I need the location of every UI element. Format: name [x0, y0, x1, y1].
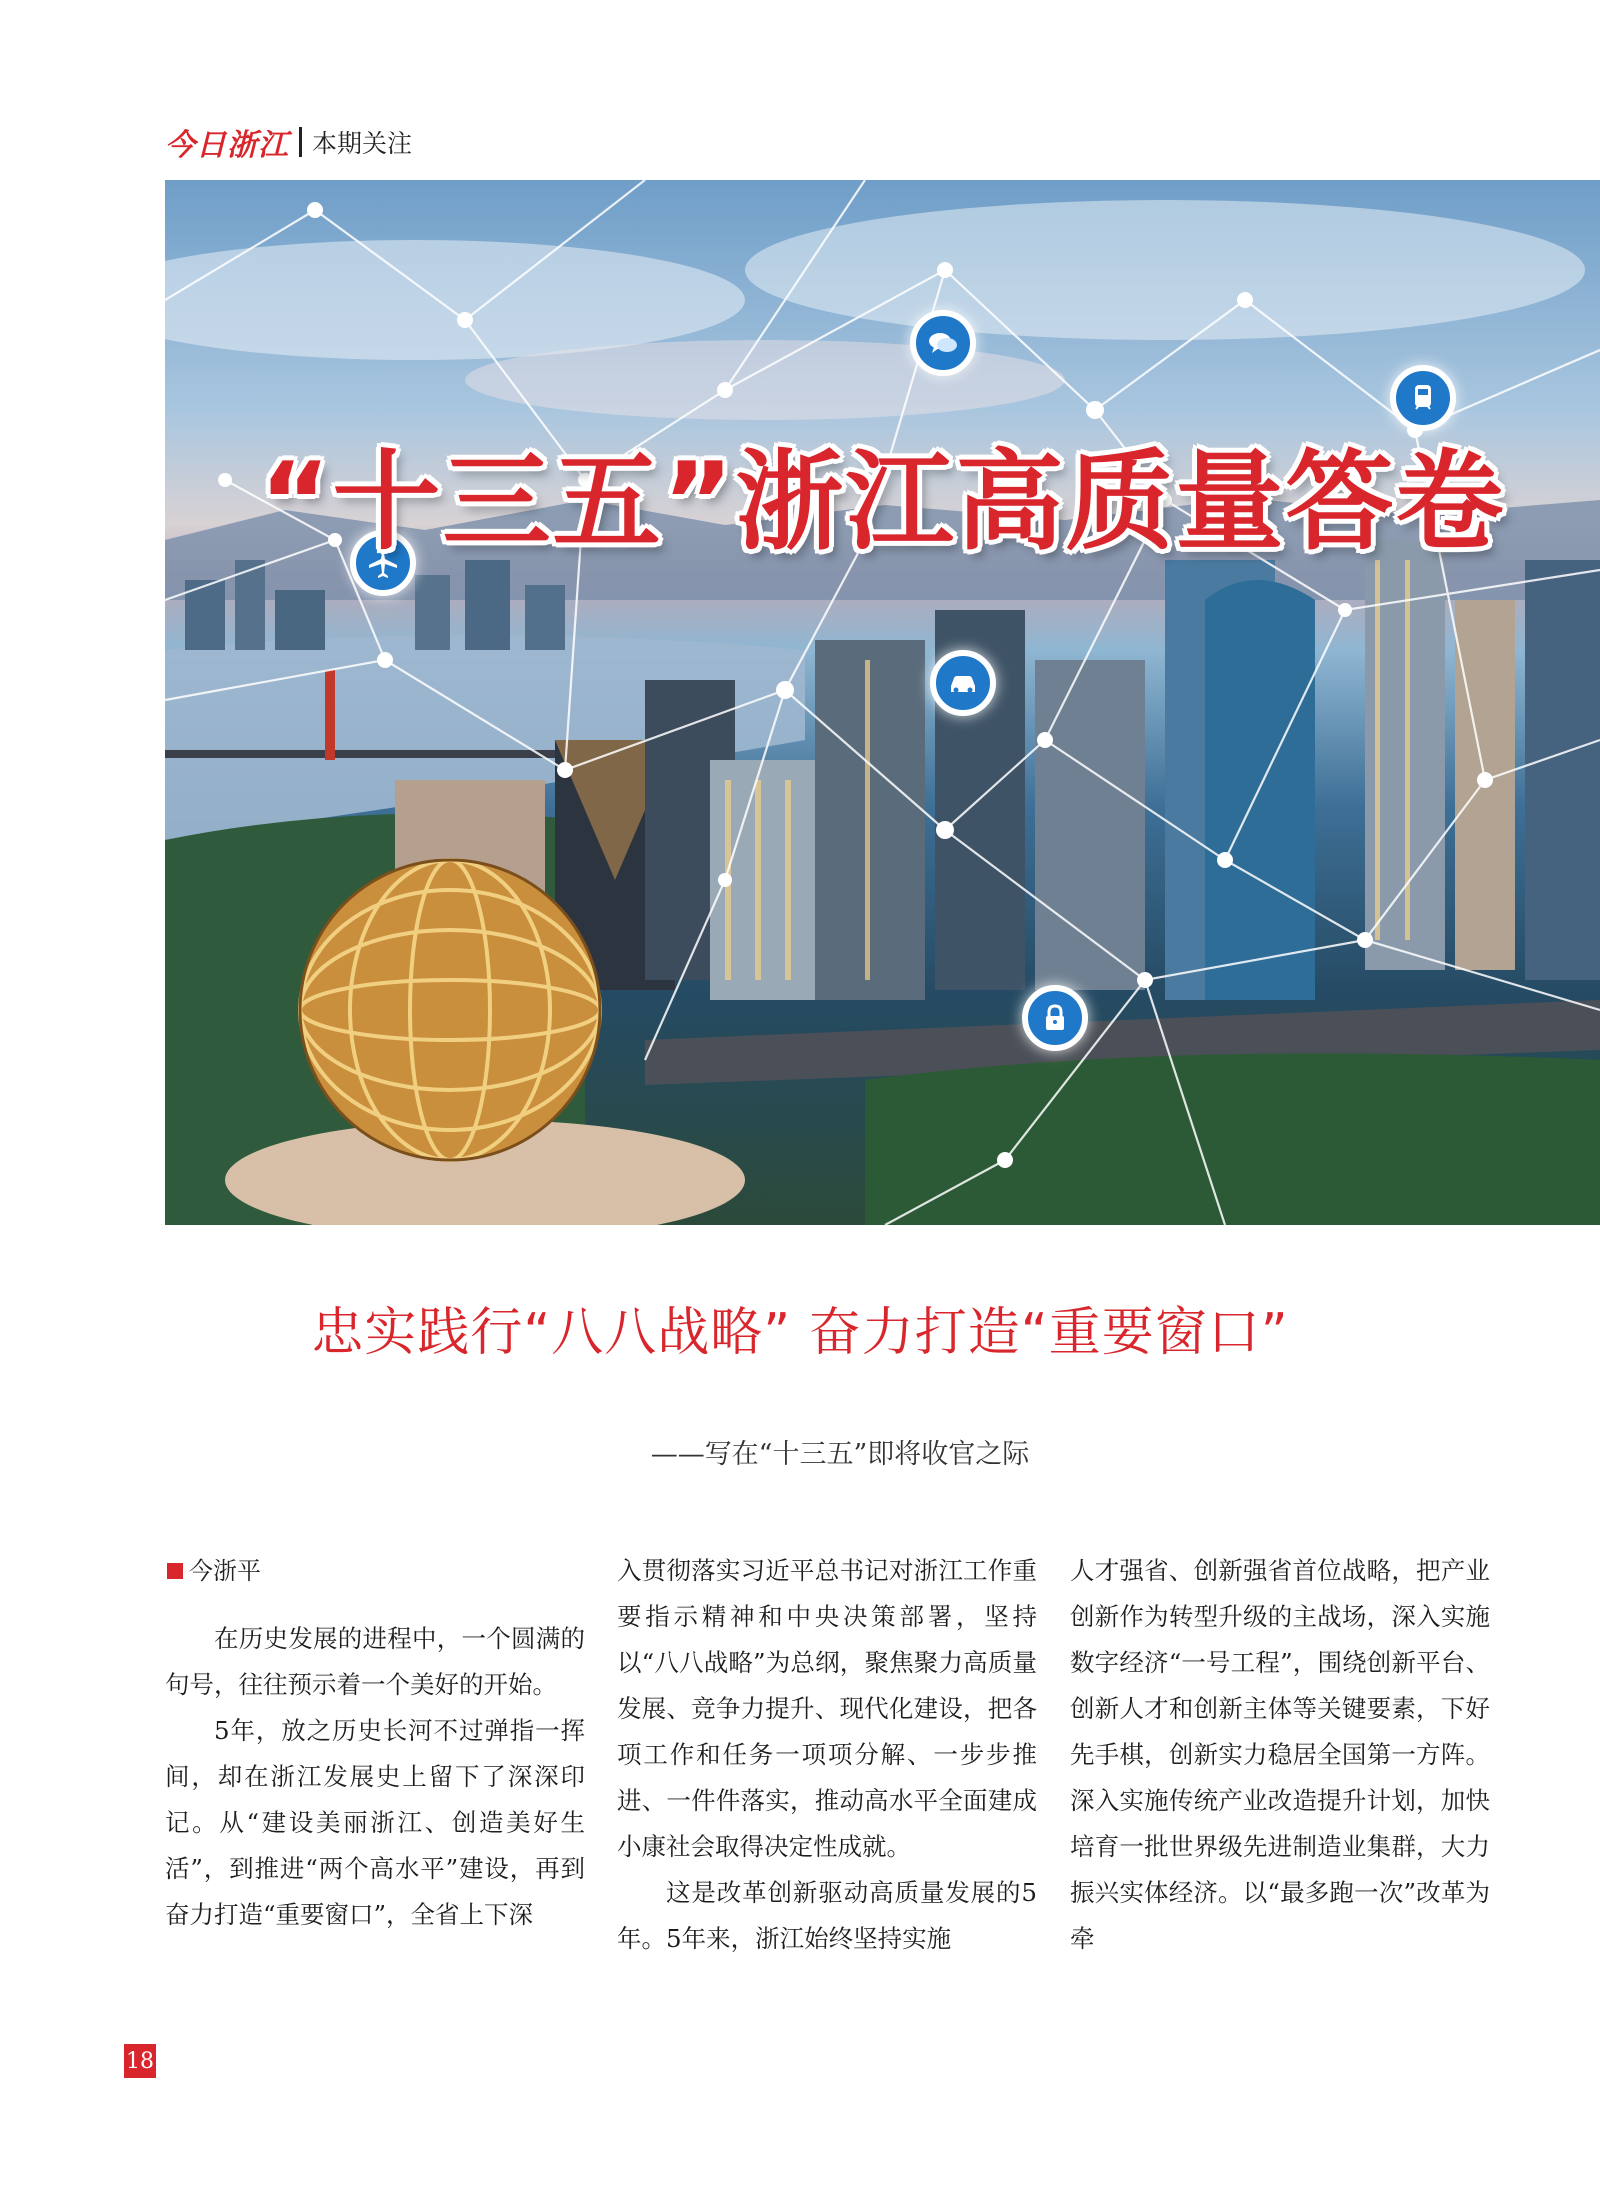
page-number: 18	[124, 2044, 156, 2078]
lock-icon	[1022, 985, 1088, 1051]
article-headline: 忠实践行“八八战略” 奋力打造“重要窗口”	[311, 1303, 1289, 1363]
paragraph: 这是改革创新驱动高质量发展的5年。5年来，浙江始终坚持实施	[617, 1878, 1037, 1953]
section-label: 本期关注	[312, 129, 413, 158]
masthead	[165, 122, 412, 162]
masthead-divider	[299, 127, 302, 157]
paragraph: 入贯彻落实习近平总书记对浙江工作重要指示精神和中央决策部署，坚持以“八八战略”为总纲，聚焦聚力高质量发展、竞争力提升、现代化建设，把各项工作和任务一项项分解、一步步推进、一件件落实，推动高水平全面建成小康社会取得决定性成就。	[617, 1556, 1037, 1861]
article-column-1	[165, 1548, 585, 1938]
paragraph: 人才强省、创新强省首位战略，把产业创新作为转型升级的主战场，深入实施数字经济“一号工程”，围绕创新平台、创新人才和创新主体等关键要素，下好先手棋，创新实力稳居全国第一方阵。深入实施传统产业改造提升计划，加快培育一批世界级先进制造业集群，大力振兴实体经济。以“最多跑一次”改革为牵	[1070, 1556, 1490, 1953]
city-skyline-illustration	[165, 180, 1600, 1225]
article-column-2	[617, 1548, 1037, 1962]
hero-image	[165, 180, 1600, 1225]
author-name: 今浙平	[189, 1557, 261, 1585]
paragraph: 5年，放之历史长河不过弹指一挥间，却在浙江发展史上留下了深深印记。从“建设美丽浙江、创造美好生活”，到推进“两个高水平”建设，再到奋力打造“重要窗口”，全省上下深	[165, 1716, 585, 1929]
author-byline	[165, 1548, 585, 1594]
hero-title: “十三五”浙江高质量答卷	[259, 440, 1506, 565]
car-icon	[930, 650, 996, 716]
paragraph: 在历史发展的进程中，一个圆满的句号，往往预示着一个美好的开始。	[165, 1624, 585, 1699]
chat-icon	[910, 310, 976, 376]
article-column-3	[1070, 1548, 1490, 1962]
red-square-marker	[167, 1563, 183, 1579]
article-subhead: ——写在“十三五”即将收官之际	[650, 1439, 1030, 1470]
magazine-logo: 今日浙江	[165, 128, 289, 163]
